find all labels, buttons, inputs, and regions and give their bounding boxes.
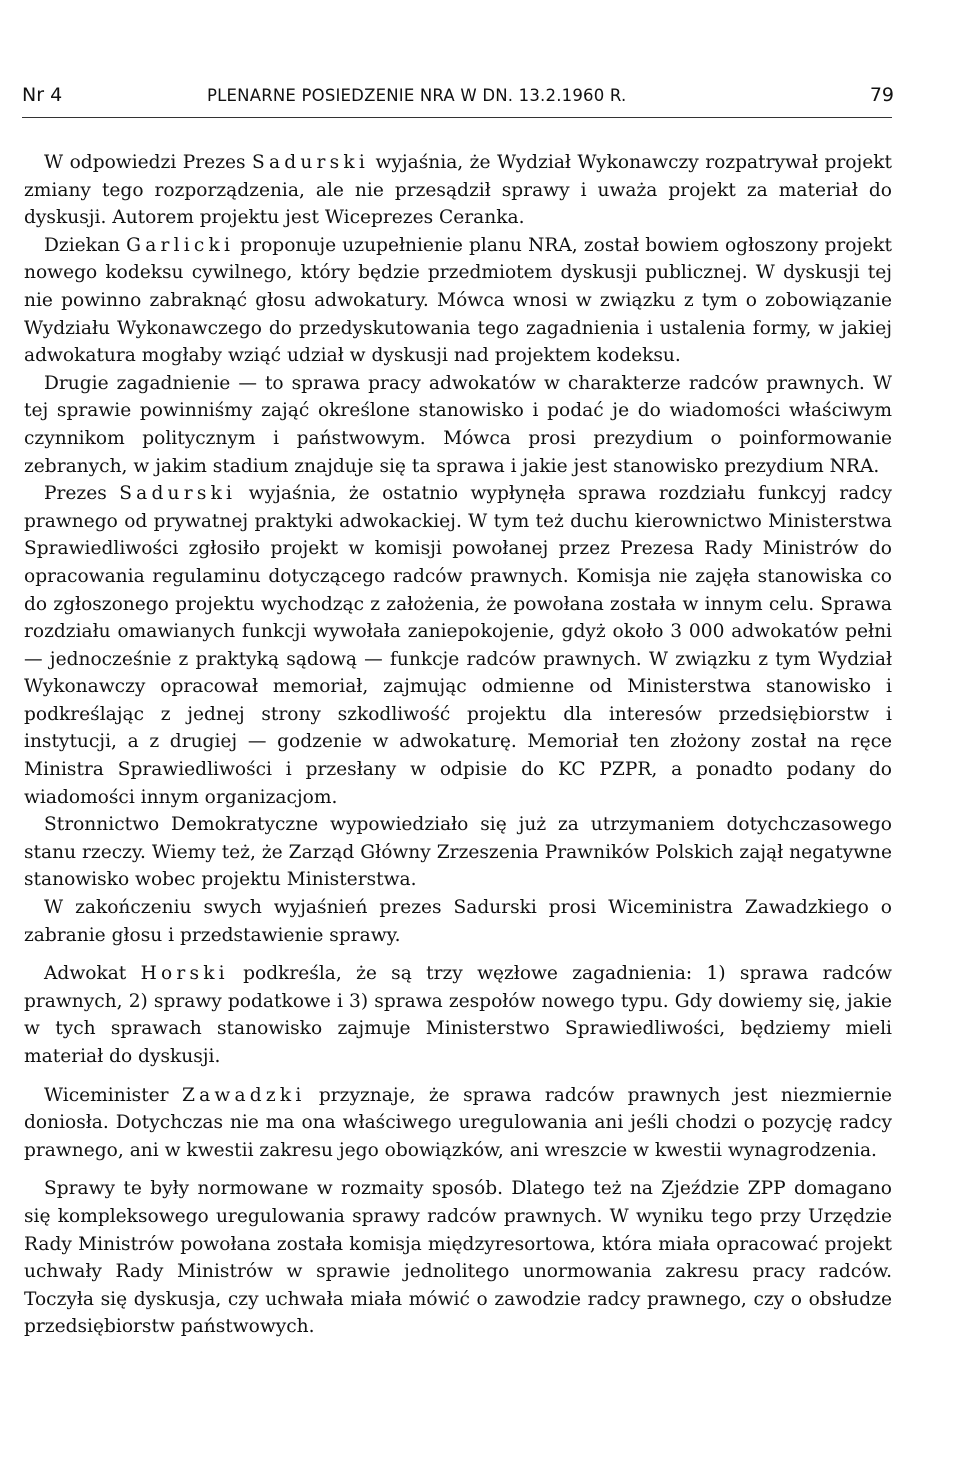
paragraph-text: wyjaśnia, że ostatnio wypłynęła sprawa rozdziału funkcyj radcy prawnego od prywatnej praktyki adwokackiej. W tym też duchu kierownictwo Ministerstwa Sprawiedliwości zgłosiło projekt w komisji powołanej przez Prezesa Rady Ministrów do opracowania regulaminu dotyczącego radców prawnych. Komisja nie zajęła stanowiska co do zgłoszonego projektu wychodząc z założenia, że powołana została w innym celu. Sprawa rozdziału omawianych funkcji wywołała zaniepokojenie, gdyż około 3 000 adwokatów pełni — jednocześnie z praktyką sądową — funkcje radców prawnych. W związku z tym Wydział Wykonawczy opracował memoriał, zajmując odmienne od Ministerstwa stanowisko i podkreślając z jednej strony szkodliwość projektu dla interesów przedsiębiorstw i instytucji, a z drugiej — godzenie w adwokaturę. Memoriał ten złożony został na ręce Ministra Sprawiedliwości i przesłany w odpisie do KC PZPR, a ponadto podany do wiadomości innym organizacjom.: [24, 483, 892, 808]
paragraph: [24, 960, 892, 1070]
paragraph: [24, 370, 892, 480]
speaker-name: Garlicki: [126, 234, 235, 256]
paragraph: [24, 232, 892, 370]
paragraph-text: proponuje uzupełnienie planu NRA, został bowiem ogłoszony projekt nowego kodeksu cywilnego, który będzie przedmiotem dyskusji publicznej. W dyskusji tej nie powinno zabraknąć głosu adwokatury. Mówca wnosi w związku z tym o zobowiązanie Wydziału Wykonawczego do przedyskutowania tego zagadnienia i ustalenia formy, w jakiej adwokatura mogłaby wziąć udział w dyskusji nad projektem kodeksu.: [24, 234, 892, 367]
paragraph-text: przyznaje, że sprawa radców prawnych jest niezmiernie doniosła. Dotychczas nie ma ona właściwego uregulowania ani jeśli chodzi o pozycję radcy prawnego, ani w kwestii zakresu jego obowiązków, ani wreszcie w kwestii wynagrodzenia.: [24, 1084, 893, 1161]
paragraph: [24, 1175, 892, 1341]
paragraph: [24, 811, 892, 894]
paragraph-text: Prezes: [44, 483, 120, 505]
paragraph-text: Stronnictwo Demokratyczne wypowiedziało się już za utrzymaniem dotychczasowego stanu rzeczy. Wiemy też, że Zarząd Główny Zrzeszenia Prawników Polskich zajął negatywne stanowisko wobec projektu Ministerstwa.: [24, 814, 892, 891]
paragraph-text: Drugie zagadnienie — to sprawa pracy adwokatów w charakterze radców prawnych. W tej sprawie powinniśmy zająć określone stanowisko i podać je do wiadomości właściwym czynnikom politycznym i państwowym. Mówca prosi prezydium o poinformowanie zebranych, w jakim stadium znajduje się ta sprawa i jakie jest stanowisko prezydium NRA.: [24, 372, 892, 477]
header-rule: [22, 117, 892, 118]
speaker-name: Sadurski: [119, 483, 237, 505]
paragraph: [24, 894, 892, 949]
speaker-name: Sadurski: [252, 152, 369, 173]
paragraph: [24, 149, 892, 232]
paragraph-text: W zakończeniu swych wyjaśnień prezes Sadurski prosi Wiceministra Zawadzkiego o zabranie głosu i przedstawienie sprawy.: [24, 897, 892, 946]
paragraph-text: Adwokat: [44, 963, 141, 985]
speaker-name: Zawadzki: [181, 1084, 306, 1106]
paragraph-text: wyjaśnia, że Wydział Wykonawczy rozpatrywał projekt zmiany tego rozporządzenia, ale nie przesądził sprawy i uważa projekt za materiał do dyskusji. Autorem projektu jest Wiceprezes Ceranka.: [24, 152, 893, 229]
paragraph-text: Wiceminister: [44, 1084, 182, 1106]
page-header: [22, 76, 892, 108]
header-title: PLENARNE POSIEDZENIE NRA W DN. 13.2.1960 R.: [207, 86, 627, 105]
paragraph-text: Sprawy te były normowane w rozmaity sposób. Dlatego też na Zjeździe ZPP domagano się kompleksowego uregulowania sprawy radców prawnych. W wyniku tego przy Urzędzie Rady Ministrów powołana została komisja międzyresortowa, która miała opracować projekt uchwały Rady Ministrów w sprawie jednolitego unormowania zakresu pracy radców. Toczyła się dyskusja, czy uchwała miała mówić o zawodzie radcy prawnego, czy o obsłudze przedsiębiorstw państwowych.: [24, 1178, 892, 1338]
speaker-name: Horski: [140, 963, 229, 985]
paragraph-text: W odpowiedzi Prezes: [44, 152, 253, 173]
paragraph: [24, 480, 892, 811]
paragraph-text: Dziekan: [44, 234, 127, 256]
page-number: 79: [869, 84, 894, 106]
body-text: [24, 149, 892, 1341]
paragraph: [24, 1082, 892, 1165]
document-page: [22, 76, 894, 1338]
issue-number: Nr 4: [22, 84, 63, 106]
paragraph-text: podkreśla, że są trzy węzłowe zagadnienia: 1) sprawa radców prawnych, 2) sprawy podatkowe i 3) sprawa zespołów nowego typu. Gdy dowiemy się, jakie w tych sprawach stanowisko zajmuje Ministerstwo Sprawiedliwości, będziemy mieli materiał do dyskusji.: [24, 963, 893, 1067]
